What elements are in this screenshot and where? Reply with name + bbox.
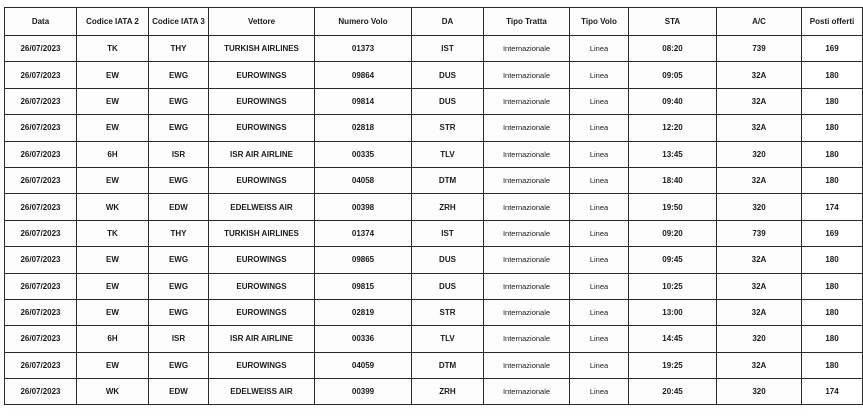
cell-posti: 180 bbox=[802, 326, 863, 352]
cell-da: DUS bbox=[412, 88, 484, 114]
cell-numero-volo: 09815 bbox=[315, 273, 412, 299]
table-header bbox=[5, 8, 863, 36]
cell-sta: 09:05 bbox=[629, 62, 717, 88]
cell-sta: 12:20 bbox=[629, 115, 717, 141]
table-body bbox=[5, 36, 863, 405]
cell-data: 26/07/2023 bbox=[5, 299, 77, 325]
cell-iata2: EW bbox=[77, 299, 149, 325]
cell-vettore: EUROWINGS bbox=[209, 62, 315, 88]
cell-vettore: EUROWINGS bbox=[209, 352, 315, 378]
table-row bbox=[5, 352, 863, 378]
cell-tipo-volo: Linea bbox=[570, 88, 629, 114]
cell-tipo-volo: Linea bbox=[570, 220, 629, 246]
cell-data: 26/07/2023 bbox=[5, 167, 77, 193]
header-da: DA bbox=[412, 8, 484, 36]
header-vettore: Vettore bbox=[209, 8, 315, 36]
cell-vettore: EUROWINGS bbox=[209, 167, 315, 193]
cell-vettore: EUROWINGS bbox=[209, 247, 315, 273]
table-row bbox=[5, 167, 863, 193]
cell-posti: 174 bbox=[802, 194, 863, 220]
cell-vettore: TURKISH AIRLINES bbox=[209, 220, 315, 246]
header-ac: A/C bbox=[717, 8, 802, 36]
cell-ac: 739 bbox=[717, 220, 802, 246]
cell-ac: 320 bbox=[717, 141, 802, 167]
cell-tipo-volo: Linea bbox=[570, 247, 629, 273]
cell-data: 26/07/2023 bbox=[5, 326, 77, 352]
cell-numero-volo: 02819 bbox=[315, 299, 412, 325]
cell-data: 26/07/2023 bbox=[5, 247, 77, 273]
cell-iata3: EWG bbox=[149, 115, 209, 141]
cell-tipo-tratta: Internazionale bbox=[484, 247, 570, 273]
cell-iata2: EW bbox=[77, 88, 149, 114]
table-row bbox=[5, 247, 863, 273]
cell-numero-volo: 09865 bbox=[315, 247, 412, 273]
cell-numero-volo: 02818 bbox=[315, 115, 412, 141]
cell-tipo-tratta: Internazionale bbox=[484, 36, 570, 62]
cell-iata2: TK bbox=[77, 36, 149, 62]
cell-data: 26/07/2023 bbox=[5, 62, 77, 88]
cell-sta: 13:45 bbox=[629, 141, 717, 167]
cell-tipo-tratta: Internazionale bbox=[484, 88, 570, 114]
cell-data: 26/07/2023 bbox=[5, 141, 77, 167]
cell-iata3: ISR bbox=[149, 326, 209, 352]
cell-da: DTM bbox=[412, 352, 484, 378]
cell-tipo-volo: Linea bbox=[570, 352, 629, 378]
flight-schedule-sheet bbox=[4, 7, 855, 409]
cell-iata3: EWG bbox=[149, 352, 209, 378]
cell-tipo-tratta: Internazionale bbox=[484, 115, 570, 141]
cell-iata3: EWG bbox=[149, 247, 209, 273]
cell-data: 26/07/2023 bbox=[5, 352, 77, 378]
cell-tipo-tratta: Internazionale bbox=[484, 326, 570, 352]
cell-sta: 09:40 bbox=[629, 88, 717, 114]
cell-numero-volo: 04059 bbox=[315, 352, 412, 378]
cell-posti: 169 bbox=[802, 36, 863, 62]
cell-ac: 32A bbox=[717, 299, 802, 325]
table-row bbox=[5, 379, 863, 405]
table-row bbox=[5, 141, 863, 167]
cell-tipo-tratta: Internazionale bbox=[484, 141, 570, 167]
cell-posti: 180 bbox=[802, 88, 863, 114]
cell-sta: 18:40 bbox=[629, 167, 717, 193]
cell-iata2: EW bbox=[77, 62, 149, 88]
cell-ac: 320 bbox=[717, 326, 802, 352]
cell-data: 26/07/2023 bbox=[5, 379, 77, 405]
cell-ac: 739 bbox=[717, 36, 802, 62]
table-row bbox=[5, 220, 863, 246]
cell-posti: 180 bbox=[802, 115, 863, 141]
cell-vettore: EUROWINGS bbox=[209, 299, 315, 325]
cell-iata3: THY bbox=[149, 220, 209, 246]
cell-tipo-volo: Linea bbox=[570, 326, 629, 352]
cell-data: 26/07/2023 bbox=[5, 273, 77, 299]
cell-tipo-tratta: Internazionale bbox=[484, 194, 570, 220]
cell-posti: 180 bbox=[802, 299, 863, 325]
cell-sta: 08:20 bbox=[629, 36, 717, 62]
cell-tipo-tratta: Internazionale bbox=[484, 273, 570, 299]
cell-iata2: EW bbox=[77, 115, 149, 141]
cell-posti: 180 bbox=[802, 141, 863, 167]
cell-posti: 180 bbox=[802, 352, 863, 378]
cell-vettore: TURKISH AIRLINES bbox=[209, 36, 315, 62]
cell-iata2: WK bbox=[77, 379, 149, 405]
cell-iata3: EDW bbox=[149, 194, 209, 220]
cell-iata2: EW bbox=[77, 247, 149, 273]
table-row bbox=[5, 36, 863, 62]
cell-data: 26/07/2023 bbox=[5, 220, 77, 246]
header-tipo-tratta: Tipo Tratta bbox=[484, 8, 570, 36]
cell-posti: 180 bbox=[802, 167, 863, 193]
cell-iata2: 6H bbox=[77, 326, 149, 352]
cell-numero-volo: 09864 bbox=[315, 62, 412, 88]
cell-posti: 180 bbox=[802, 62, 863, 88]
cell-posti: 180 bbox=[802, 273, 863, 299]
cell-data: 26/07/2023 bbox=[5, 194, 77, 220]
table-row bbox=[5, 299, 863, 325]
header-numero-volo: Numero Volo bbox=[315, 8, 412, 36]
cell-posti: 174 bbox=[802, 379, 863, 405]
cell-data: 26/07/2023 bbox=[5, 36, 77, 62]
cell-tipo-tratta: Internazionale bbox=[484, 220, 570, 246]
flight-schedule-table bbox=[4, 7, 863, 405]
cell-da: DUS bbox=[412, 247, 484, 273]
header-codice-iata-2: Codice IATA 2 bbox=[77, 8, 149, 36]
cell-ac: 320 bbox=[717, 194, 802, 220]
cell-numero-volo: 01374 bbox=[315, 220, 412, 246]
cell-da: DUS bbox=[412, 62, 484, 88]
cell-iata3: EWG bbox=[149, 299, 209, 325]
cell-sta: 20:45 bbox=[629, 379, 717, 405]
cell-sta: 13:00 bbox=[629, 299, 717, 325]
table-row bbox=[5, 194, 863, 220]
cell-numero-volo: 09814 bbox=[315, 88, 412, 114]
cell-numero-volo: 00399 bbox=[315, 379, 412, 405]
cell-da: DTM bbox=[412, 167, 484, 193]
header-tipo-volo: Tipo Volo bbox=[570, 8, 629, 36]
cell-da: TLV bbox=[412, 326, 484, 352]
cell-da: IST bbox=[412, 36, 484, 62]
table-row bbox=[5, 273, 863, 299]
cell-tipo-volo: Linea bbox=[570, 299, 629, 325]
cell-numero-volo: 00336 bbox=[315, 326, 412, 352]
header-codice-iata-3: Codice IATA 3 bbox=[149, 8, 209, 36]
cell-ac: 320 bbox=[717, 379, 802, 405]
cell-iata3: EWG bbox=[149, 273, 209, 299]
cell-vettore: EDELWEISS AIR bbox=[209, 194, 315, 220]
cell-sta: 14:45 bbox=[629, 326, 717, 352]
cell-da: TLV bbox=[412, 141, 484, 167]
header-posti-offerti: Posti offerti bbox=[802, 8, 863, 36]
cell-sta: 09:45 bbox=[629, 247, 717, 273]
cell-iata3: EWG bbox=[149, 167, 209, 193]
cell-vettore: EDELWEISS AIR bbox=[209, 379, 315, 405]
cell-iata3: EWG bbox=[149, 62, 209, 88]
cell-tipo-volo: Linea bbox=[570, 141, 629, 167]
cell-iata2: 6H bbox=[77, 141, 149, 167]
cell-sta: 09:20 bbox=[629, 220, 717, 246]
cell-numero-volo: 04058 bbox=[315, 167, 412, 193]
cell-ac: 32A bbox=[717, 273, 802, 299]
cell-vettore: EUROWINGS bbox=[209, 273, 315, 299]
cell-tipo-tratta: Internazionale bbox=[484, 379, 570, 405]
cell-iata2: EW bbox=[77, 273, 149, 299]
cell-iata3: EWG bbox=[149, 88, 209, 114]
cell-numero-volo: 01373 bbox=[315, 36, 412, 62]
cell-sta: 19:25 bbox=[629, 352, 717, 378]
cell-data: 26/07/2023 bbox=[5, 115, 77, 141]
cell-ac: 32A bbox=[717, 352, 802, 378]
cell-tipo-volo: Linea bbox=[570, 115, 629, 141]
cell-iata3: EDW bbox=[149, 379, 209, 405]
cell-vettore: ISR AIR AIRLINE bbox=[209, 141, 315, 167]
cell-ac: 32A bbox=[717, 115, 802, 141]
table-row bbox=[5, 326, 863, 352]
cell-vettore: EUROWINGS bbox=[209, 88, 315, 114]
cell-da: IST bbox=[412, 220, 484, 246]
cell-tipo-volo: Linea bbox=[570, 273, 629, 299]
cell-tipo-volo: Linea bbox=[570, 62, 629, 88]
cell-posti: 180 bbox=[802, 247, 863, 273]
table-row bbox=[5, 62, 863, 88]
cell-tipo-tratta: Internazionale bbox=[484, 167, 570, 193]
cell-tipo-tratta: Internazionale bbox=[484, 299, 570, 325]
cell-numero-volo: 00335 bbox=[315, 141, 412, 167]
cell-iata3: ISR bbox=[149, 141, 209, 167]
table-row bbox=[5, 88, 863, 114]
cell-da: STR bbox=[412, 299, 484, 325]
cell-tipo-tratta: Internazionale bbox=[484, 352, 570, 378]
cell-da: STR bbox=[412, 115, 484, 141]
cell-data: 26/07/2023 bbox=[5, 88, 77, 114]
cell-ac: 32A bbox=[717, 167, 802, 193]
cell-iata3: THY bbox=[149, 36, 209, 62]
cell-ac: 32A bbox=[717, 88, 802, 114]
table-row bbox=[5, 115, 863, 141]
cell-tipo-volo: Linea bbox=[570, 167, 629, 193]
cell-sta: 10:25 bbox=[629, 273, 717, 299]
cell-sta: 19:50 bbox=[629, 194, 717, 220]
cell-iata2: WK bbox=[77, 194, 149, 220]
cell-iata2: EW bbox=[77, 352, 149, 378]
header-sta: STA bbox=[629, 8, 717, 36]
cell-tipo-volo: Linea bbox=[570, 194, 629, 220]
cell-ac: 32A bbox=[717, 62, 802, 88]
header-row bbox=[5, 8, 863, 36]
cell-iata2: TK bbox=[77, 220, 149, 246]
cell-ac: 32A bbox=[717, 247, 802, 273]
cell-da: DUS bbox=[412, 273, 484, 299]
cell-da: ZRH bbox=[412, 194, 484, 220]
cell-tipo-volo: Linea bbox=[570, 379, 629, 405]
cell-da: ZRH bbox=[412, 379, 484, 405]
cell-vettore: EUROWINGS bbox=[209, 115, 315, 141]
cell-vettore: ISR AIR AIRLINE bbox=[209, 326, 315, 352]
header-data: Data bbox=[5, 8, 77, 36]
cell-posti: 169 bbox=[802, 220, 863, 246]
cell-tipo-volo: Linea bbox=[570, 36, 629, 62]
cell-numero-volo: 00398 bbox=[315, 194, 412, 220]
cell-iata2: EW bbox=[77, 167, 149, 193]
cell-tipo-tratta: Internazionale bbox=[484, 62, 570, 88]
